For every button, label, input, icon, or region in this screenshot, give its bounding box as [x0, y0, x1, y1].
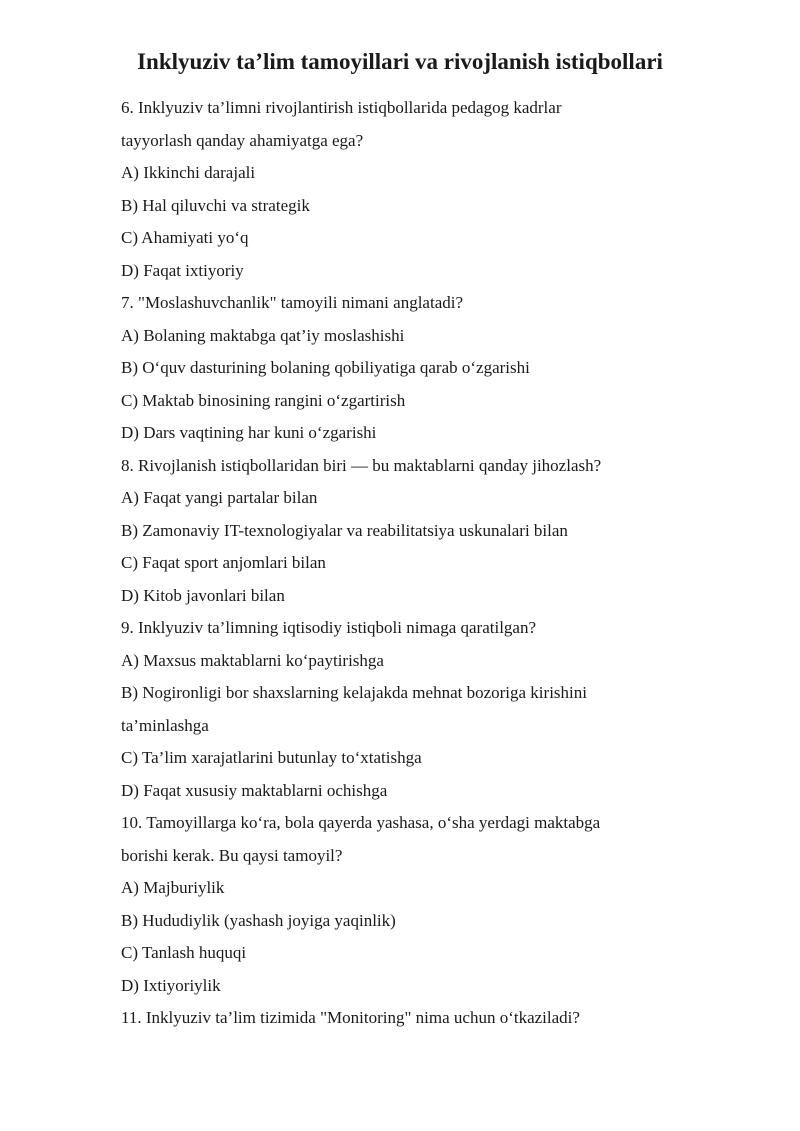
question-text: 10. Tamoyillarga ko‘ra, bola qayerda yashasa, o‘sha yerdagi maktabga: [121, 813, 601, 832]
answer-option: D) Ixtiyoriylik: [121, 975, 221, 995]
answer-option: A) Bolaning maktabga qat’iy moslashishi: [121, 325, 405, 345]
question-text: 9. Inklyuziv ta’limning iqtisodiy istiqboli nimaga qaratilgan?: [121, 618, 537, 637]
question-text: 11. Inklyuziv ta’lim tizimida "Monitoring" nima uchun o‘tkaziladi?: [121, 1008, 580, 1027]
answer-option: D) Kitob javonlari bilan: [121, 585, 285, 605]
answer-option: C) Ahamiyati yo‘q: [121, 228, 249, 247]
answer-option: C) Faqat sport anjomlari bilan: [121, 553, 326, 572]
answer-option: C) Tanlash huquqi: [121, 943, 247, 962]
page-title: Inklyuziv ta’lim tamoyillari va rivojlanish istiqbollari: [137, 49, 663, 74]
question-text: borishi kerak. Bu qaysi tamoyil?: [121, 845, 343, 865]
answer-option: C) Maktab binosining rangini o‘zgartirish: [121, 390, 406, 410]
answer-option: A) Faqat yangi partalar bilan: [121, 488, 318, 507]
question-text: 7. "Moslashuvchanlik" tamoyili nimani anglatadi?: [121, 293, 464, 312]
answer-option: A) Maxsus maktablarni ko‘paytirishga: [121, 650, 384, 670]
question-list: [121, 92, 681, 1035]
answer-option: B) Hal qiluvchi va strategik: [121, 195, 310, 215]
question-text: tayyorlash qanday ahamiyatga ega?: [121, 130, 364, 150]
question-text: 6. Inklyuziv ta’limni rivojlantirish istiqbollarida pedagog kadrlar: [121, 98, 562, 117]
question-block: [121, 807, 681, 1002]
answer-option: D) Faqat ixtiyoriy: [121, 260, 244, 280]
answer-option: C) Ta’lim xarajatlarini butunlay to‘xtatishga: [121, 748, 422, 767]
answer-option: A) Majburiylik: [121, 878, 225, 897]
question-block: [121, 1002, 681, 1035]
answer-option: B) Nogironligi bor shaxslarning kelajakda mehnat bozoriga kirishini: [121, 683, 587, 702]
answer-option: D) Dars vaqtining har kuni o‘zgarishi: [121, 423, 377, 442]
answer-option: B) Hududiylik (yashash joyiga yaqinlik): [121, 910, 396, 930]
answer-option-continuation: ta’minlashga: [121, 715, 209, 735]
question-text: 8. Rivojlanish istiqbollaridan biri — bu maktablarni qanday jihozlash?: [121, 455, 602, 475]
question-block: [121, 92, 681, 287]
question-block: [121, 287, 681, 450]
answer-option: B) O‘quv dasturining bolaning qobiliyatiga qarab o‘zgarishi: [121, 358, 530, 377]
answer-option: D) Faqat xususiy maktablarni ochishga: [121, 780, 388, 800]
question-block: [121, 450, 681, 613]
answer-option: B) Zamonaviy IT-texnologiyalar va reabilitatsiya uskunalari bilan: [121, 520, 568, 540]
question-block: [121, 612, 681, 807]
answer-option: A) Ikkinchi darajali: [121, 163, 256, 182]
